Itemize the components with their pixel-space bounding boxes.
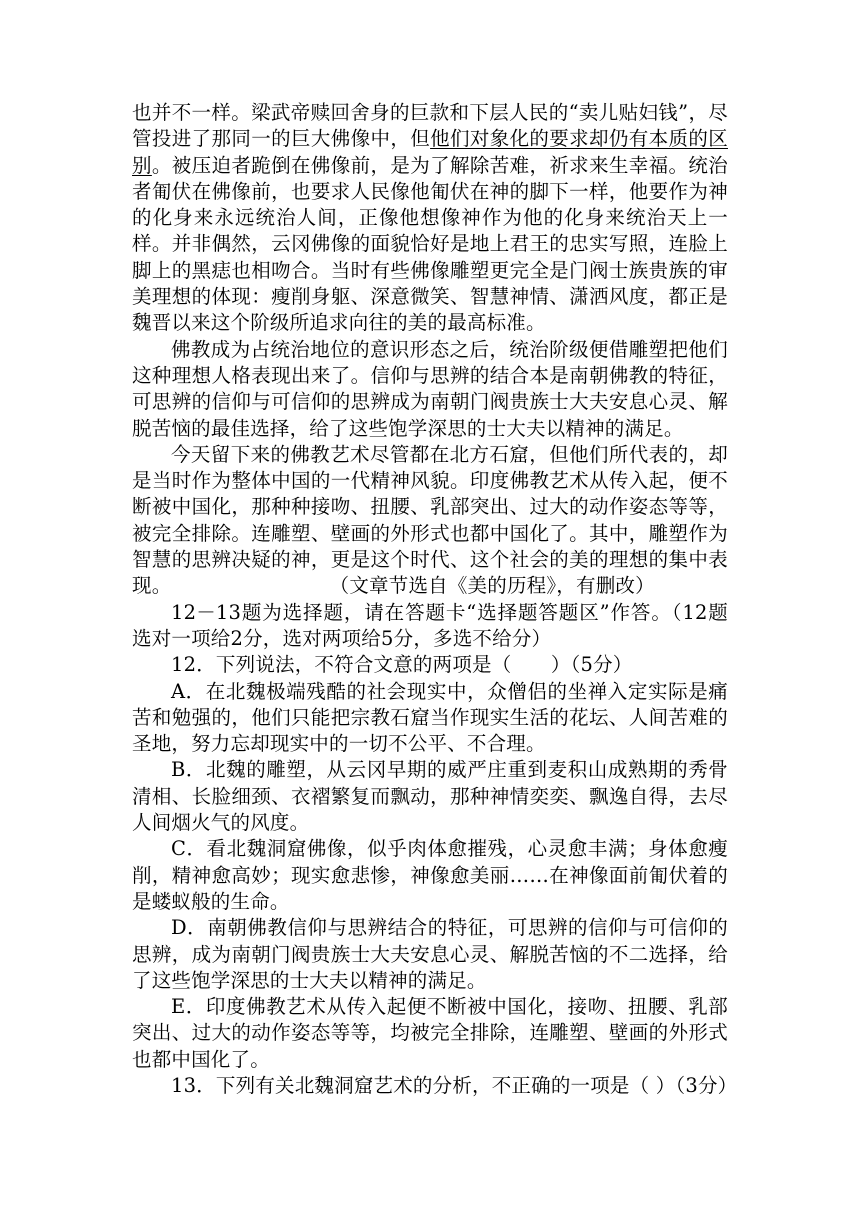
question-12-option-e: E．印度佛教艺术从传入起便不断被中国化，接吻、扭腰、乳部突出、过大的动作姿态等等，均被完全排除，连雕塑、壁画的外形式也都中国化了。 — [132, 995, 728, 1071]
passage-paragraph-1 — [132, 100, 728, 337]
passage-p1-before: 也并不一样。梁武帝赎回舍身的巨款和下层人民的“卖儿贴妇钱”，尽管投进了那同一的巨大佛像中，但 — [132, 101, 728, 151]
question-12-option-b: B．北魏的雕塑，从云冈早期的威严庄重到麦积山成熟期的秀骨清相、长脸细颈、衣褶繁复而飘动，那种神情奕奕、飘逸自得，去尽人间烟火气的风度。 — [132, 758, 728, 835]
underlined-phrase: 他们对象化的要求却仍有本质的区别 — [132, 127, 728, 177]
passage-paragraph-3 — [132, 442, 728, 600]
question-12-option-c: C．看北魏洞窟佛像，似乎肉体愈摧残，心灵愈丰满；身体愈瘦削，精神愈高妙；现实愈悲惨，神像愈美丽……在神像面前匍伏着的是蝼蚁般的生命。 — [132, 837, 728, 913]
passage-p3-text: 今天留下来的佛教艺术尽管都在北方石窟，但他们所代表的，却是当时作为整体中国的一代精神风貌。印度佛教艺术从传入起，便不断被中国化，那种种接吻、扭腰、乳部突出、过大的动作姿态等等，被完全排除。连雕塑、壁画的外形式也都中国化了。其中，雕塑作为智慧的思辨决疑的神，更是这个时代、这个社会的美的理想的集中表现。 — [132, 442, 728, 598]
passage-paragraph-2: 佛教成为占统治地位的意识形态之后，统治阶级便借雕塑把他们这种理想人格表现出来了。信仰与思辨的结合本是南朝佛教的特征，可思辨的信仰与可信仰的思辨成为南朝门阀贵族士大夫安息心灵、解脱苦恼的最佳选择，给了这些饱学深思的士大夫以精神的满足。 — [132, 337, 728, 440]
passage-p1-after: 。被压迫者跪倒在佛像前，是为了解除苦难，祈求来生幸福。统治者匍伏在佛像前，也要求人民像他匍伏在神的脚下一样，他要作为神的化身来永远统治人间，正像他想像神作为他的化身来统治天上一样。并非偶然，云冈佛像的面貌恰好是地上君王的忠实写照，连脸上脚上的黑痣也相吻合。当时有些佛像雕塑更完全是门阀士族贵族的审美理想的体现：瘦削身躯、深意微笑、智慧神情、潇洒风度，都正是魏晋以来这个阶级所追求向往的美的最高标准。 — [132, 153, 728, 335]
question-instructions: 12－13题为选择题，请在答题卡“选择题答题区”作答。（12题选对一项给2分，选对两项给5分，多选不给分） — [132, 600, 728, 650]
source-citation: （文章节选自《美的历程》，有删改） — [339, 574, 655, 598]
question-12-stem: 12．下列说法，不符合文意的两项是（ ）（5分） — [171, 653, 633, 677]
question-13-stem: 13．下列有关北魏洞窟艺术的分析，不正确的一项是（ ）（3分） — [171, 1073, 738, 1097]
question-12-option-a: A．在北魏极端残酷的社会现实中，众僧侣的坐禅入定实际是痛苦和勉强的，他们只能把宗教石窟当作现实生活的花坛、人间苦难的圣地，努力忘却现实中的一切不公平、不合理。 — [132, 679, 728, 756]
question-12-option-d: D．南朝佛教信仰与思辨结合的特征，可思辨的信仰与可信仰的思辨，成为南朝门阀贵族士大夫安息心灵、解脱苦恼的不二选择，给了这些饱学深思的士大夫以精神的满足。 — [132, 916, 728, 992]
